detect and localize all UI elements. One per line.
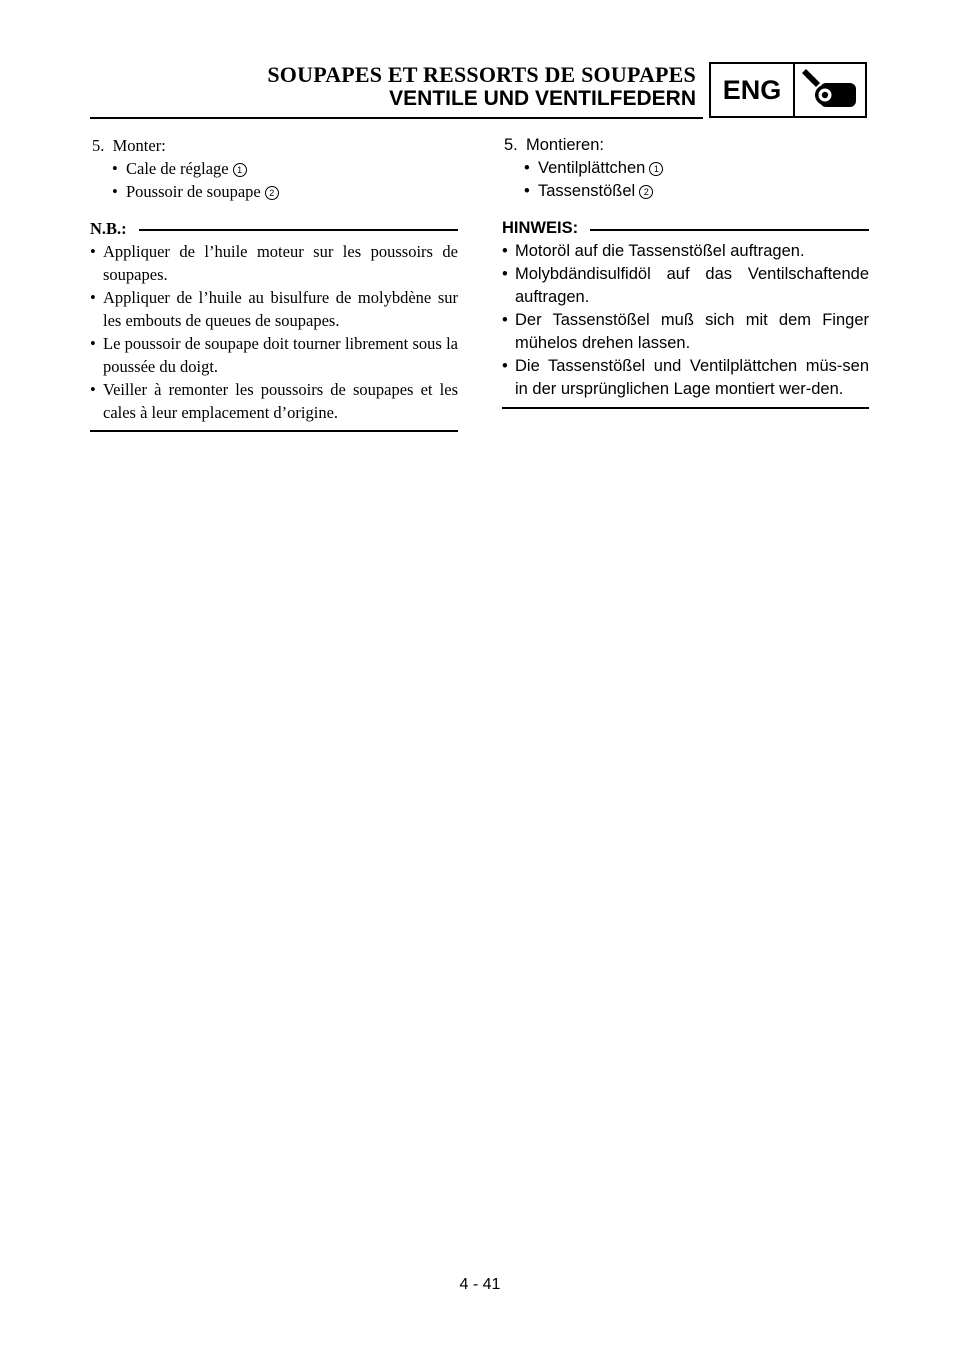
note-label: N.B.: (90, 219, 127, 238)
french-column (90, 134, 458, 432)
note-item: • Appliquer de l’huile au bisulfure de molybdène sur les embouts de queues de soupapes. (90, 288, 458, 330)
page-number: 4 - 41 (459, 1276, 501, 1293)
step-heading: 5. Monter: (92, 136, 166, 155)
german-column (502, 134, 869, 409)
list-item: • Poussoir de soupape 2 (90, 180, 458, 203)
callout-number: 2 (639, 185, 653, 199)
list-item: • Ventilplättchen 1 (502, 157, 869, 180)
note-header (502, 217, 869, 240)
note-label: HINWEIS: (502, 219, 579, 237)
note-end-rule (90, 430, 458, 432)
list-item: • Cale de réglage 1 (90, 157, 458, 180)
note-item: • Molybdändisulfidöl auf das Ventilschaftende auftragen. (502, 265, 869, 306)
list-item: • Tassenstößel 2 (502, 180, 869, 203)
header-rule (90, 117, 703, 119)
callout-number: 2 (265, 186, 279, 200)
chapter-tab-label: ENG (711, 64, 795, 116)
note-end-rule (502, 407, 869, 409)
note-item: • Die Tassenstößel und Ventilplättchen müs-sen in der ursprünglichen Lage montiert wer-den. (502, 357, 869, 398)
chapter-tab (709, 62, 867, 118)
wrench-socket-icon (795, 64, 865, 116)
callout-number: 1 (233, 163, 247, 177)
callout-number: 1 (649, 162, 663, 176)
note-item: • Veiller à remonter les poussoirs de soupapes et les cales à leur emplacement d’origine. (90, 380, 458, 422)
note-item: • Le poussoir de soupape doit tourner librement sous la poussée du doigt. (90, 334, 458, 376)
note-item: • Der Tassenstößel muß sich mit dem Finger mühelos drehen lassen. (502, 311, 869, 352)
section-title-german: VENTILE UND VENTILFEDERN (389, 87, 696, 110)
note-header (90, 217, 458, 240)
note-item: • Motoröl auf die Tassenstößel auftragen. (502, 242, 805, 260)
step-heading: 5. Montieren: (504, 136, 604, 154)
note-item: • Appliquer de l’huile moteur sur les poussoirs de soupapes. (90, 242, 458, 284)
section-title-french: SOUPAPES ET RESSORTS DE SOUPAPES (267, 62, 696, 87)
